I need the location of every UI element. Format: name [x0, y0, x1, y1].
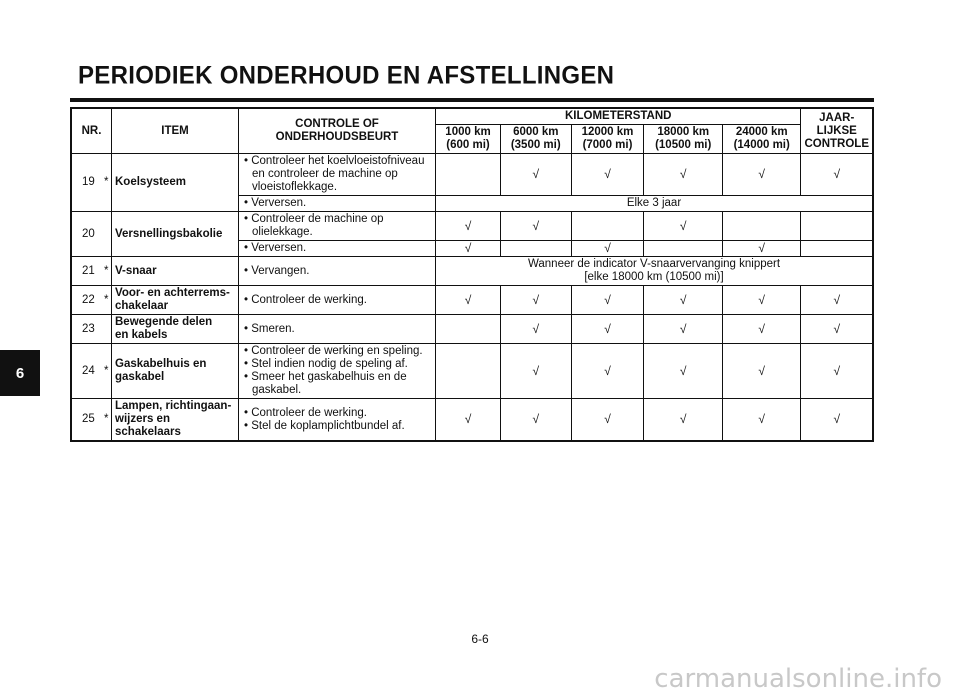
empty-check-cell	[722, 212, 801, 241]
table-row	[71, 399, 873, 442]
check-mark: √	[644, 344, 722, 399]
control-text: Vervangen.	[251, 264, 310, 277]
control-bullet	[242, 371, 432, 397]
row-star-marker	[103, 315, 112, 344]
row-control	[239, 241, 436, 257]
empty-check-cell	[801, 241, 873, 257]
control-bullet	[242, 213, 432, 239]
bullet-icon: •	[244, 197, 252, 209]
header-km-col: 1000 km (600 mi)	[436, 125, 501, 154]
control-text: Stel indien nodig de speling af.	[251, 358, 408, 370]
check-mark: √	[722, 154, 801, 196]
control-text: Verversen.	[251, 242, 307, 254]
check-mark: √	[722, 241, 801, 257]
control-bullet	[242, 265, 432, 278]
row-control	[239, 257, 436, 286]
interval-note: Elke 3 jaar	[436, 196, 874, 212]
check-mark: √	[436, 399, 501, 442]
row-item: V-snaar	[112, 257, 239, 286]
row-star-marker: *	[103, 154, 112, 212]
control-text: Controleer het koelvloeistofniveau en controleer de machine op vloeistoflekkage.	[251, 155, 425, 193]
empty-check-cell	[571, 212, 644, 241]
row-item: Gaskabelhuis en gaskabel	[112, 344, 239, 399]
row-item: Voor- en achterrems- chakelaar	[112, 286, 239, 315]
bullet-icon: •	[244, 322, 252, 335]
bullet-icon: •	[244, 242, 252, 254]
bullet-icon: •	[244, 419, 252, 432]
check-mark: √	[644, 154, 722, 196]
chapter-tab: 6	[0, 350, 40, 396]
check-mark: √	[801, 154, 873, 196]
check-mark: √	[801, 286, 873, 315]
empty-check-cell	[501, 241, 572, 257]
bullet-icon: •	[244, 358, 252, 370]
check-mark: √	[501, 344, 572, 399]
check-mark: √	[644, 212, 722, 241]
control-text: Smeren.	[251, 322, 295, 335]
control-bullet	[242, 420, 432, 433]
control-text: Stel de koplamplichtbundel af.	[251, 419, 405, 432]
control-text: Controleer de werking.	[251, 406, 367, 419]
check-mark: √	[501, 212, 572, 241]
check-mark: √	[571, 399, 644, 442]
control-bullet	[242, 407, 432, 420]
check-mark: √	[436, 286, 501, 315]
row-item: Bewegende delen en kabels	[112, 315, 239, 344]
row-number: 25	[71, 399, 103, 442]
empty-check-cell	[644, 241, 722, 257]
check-mark: √	[722, 399, 801, 442]
row-control	[239, 286, 436, 315]
row-control	[239, 315, 436, 344]
check-mark: √	[571, 315, 644, 344]
row-star-marker: *	[103, 257, 112, 286]
bullet-icon: •	[244, 213, 252, 225]
empty-check-cell	[801, 212, 873, 241]
bullet-icon: •	[244, 293, 252, 306]
maintenance-table	[70, 107, 874, 442]
table-row	[71, 257, 873, 286]
check-mark: √	[436, 241, 501, 257]
header-item: ITEM	[112, 108, 239, 154]
bullet-icon: •	[244, 345, 252, 357]
check-mark: √	[501, 315, 572, 344]
header-km-col: 18000 km (10500 mi)	[644, 125, 722, 154]
row-number: 22	[71, 286, 103, 315]
bullet-icon: •	[244, 155, 252, 167]
header-control: CONTROLE OF ONDERHOUDSBEURT	[239, 108, 436, 154]
header-yearly: JAAR- LIJKSE CONTROLE	[801, 108, 873, 154]
table-row	[71, 212, 873, 241]
header-km-col: 12000 km (7000 mi)	[571, 125, 644, 154]
check-mark: √	[722, 286, 801, 315]
header-km-col: 24000 km (14000 mi)	[722, 125, 801, 154]
check-mark: √	[644, 286, 722, 315]
check-mark: √	[571, 241, 644, 257]
row-star-marker: *	[103, 344, 112, 399]
table-row	[71, 315, 873, 344]
page-title: PERIODIEK ONDERHOUD EN AFSTELLINGEN	[78, 61, 615, 90]
bullet-icon: •	[244, 371, 252, 383]
row-item: Lampen, richtingaan- wijzers en schakelaars	[112, 399, 239, 442]
check-mark: √	[571, 344, 644, 399]
check-mark: √	[644, 399, 722, 442]
control-bullet	[242, 197, 432, 210]
title-rule	[70, 98, 874, 102]
control-bullet	[242, 155, 432, 194]
table-body	[71, 154, 873, 442]
check-mark: √	[644, 315, 722, 344]
row-number: 21	[71, 257, 103, 286]
header-kilometerstand: KILOMETERSTAND	[436, 108, 801, 125]
row-control	[239, 399, 436, 442]
row-number: 24	[71, 344, 103, 399]
control-text: Controleer de werking.	[251, 293, 367, 306]
row-number: 19	[71, 154, 103, 212]
check-mark: √	[722, 344, 801, 399]
table-row	[71, 154, 873, 196]
bullet-icon: •	[244, 406, 252, 419]
row-number: 20	[71, 212, 103, 257]
row-control	[239, 154, 436, 196]
interval-note: Wanneer de indicator V-snaarvervanging knippert [elke 18000 km (10500 mi)]	[436, 257, 874, 286]
control-bullet	[242, 294, 432, 307]
empty-check-cell	[436, 315, 501, 344]
table-row	[71, 286, 873, 315]
check-mark: √	[501, 399, 572, 442]
control-text: Verversen.	[251, 197, 307, 209]
table-row	[71, 344, 873, 399]
row-number: 23	[71, 315, 103, 344]
check-mark: √	[801, 315, 873, 344]
header-km-col: 6000 km (3500 mi)	[501, 125, 572, 154]
control-bullet	[242, 323, 432, 336]
check-mark: √	[501, 286, 572, 315]
check-mark: √	[801, 344, 873, 399]
check-mark: √	[571, 286, 644, 315]
control-text: Smeer het gaskabelhuis en de gaskabel.	[251, 371, 407, 396]
control-bullet	[242, 345, 432, 358]
check-mark: √	[801, 399, 873, 442]
control-bullet	[242, 242, 432, 255]
bullet-icon: •	[244, 264, 252, 277]
row-star-marker	[103, 212, 112, 257]
row-star-marker: *	[103, 399, 112, 442]
row-item: Koelsysteem	[112, 154, 239, 212]
empty-check-cell	[436, 344, 501, 399]
row-item: Versnellingsbakolie	[112, 212, 239, 257]
row-control	[239, 344, 436, 399]
control-text: Controleer de machine op olielekkage.	[251, 213, 384, 238]
check-mark: √	[501, 154, 572, 196]
watermark: carmanualsonline.info	[654, 664, 942, 694]
page-number: 6-6	[471, 632, 489, 646]
empty-check-cell	[436, 154, 501, 196]
control-bullet	[242, 358, 432, 371]
row-control	[239, 212, 436, 241]
check-mark: √	[571, 154, 644, 196]
check-mark: √	[722, 315, 801, 344]
row-control	[239, 196, 436, 212]
control-text: Controleer de werking en speling.	[251, 345, 423, 357]
row-star-marker: *	[103, 286, 112, 315]
header-nr: NR.	[71, 108, 112, 154]
check-mark: √	[436, 212, 501, 241]
table-header	[71, 108, 873, 154]
